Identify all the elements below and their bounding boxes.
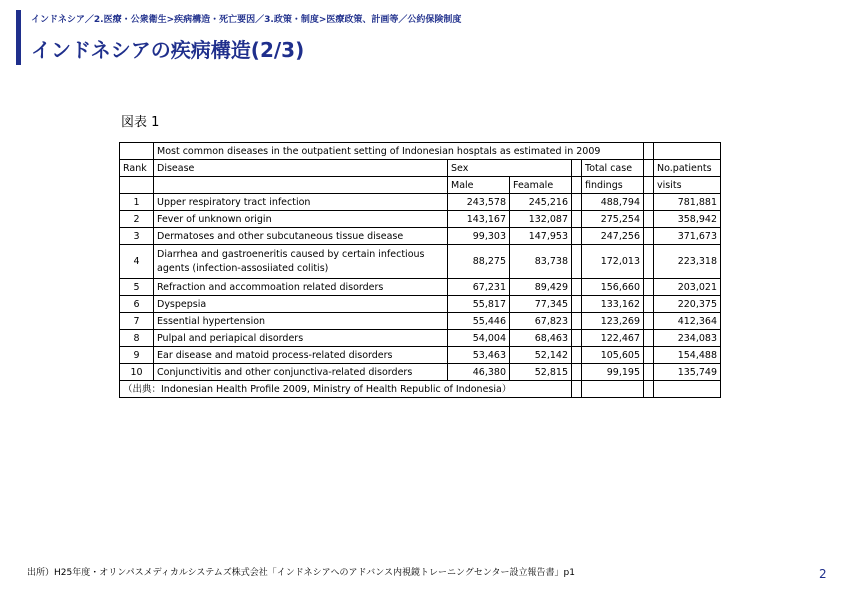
gap-cell [644,160,654,177]
female-cell: 77,345 [510,296,572,313]
gap-cell [644,211,654,228]
rank-cell: 2 [120,211,154,228]
rank-cell: 1 [120,194,154,211]
female-cell: 67,823 [510,313,572,330]
header-sex: Sex [448,160,572,177]
table-row [120,364,721,381]
disease-cell: Dermatoses and other subcutaneous tissue disease [154,228,448,245]
rank-cell: 5 [120,279,154,296]
header-no-patients: No.patients [654,160,721,177]
header-male: Male [448,177,510,194]
gap-cell [572,313,582,330]
disease-cell: Dyspepsia [154,296,448,313]
gap-cell [644,381,654,398]
source-blank-cell [654,381,721,398]
breadcrumb: インドネシア／2.医療・公衆衛生>疾病構造・死亡要因／3.政策・制度>医療政策、計画等／公約保険制度 [31,15,462,25]
disease-cell: Fever of unknown origin [154,211,448,228]
total-cell: 133,162 [582,296,644,313]
gap-cell [644,347,654,364]
gap-cell [644,245,654,279]
gap-cell [572,177,582,194]
male-cell: 46,380 [448,364,510,381]
gap-cell [572,347,582,364]
table-source: （出典：Indonesian Health Profile 2009, Ministry of Health Republic of Indonesia） [120,381,572,398]
visits-cell: 203,021 [654,279,721,296]
disease-cell: Upper respiratory tract infection [154,194,448,211]
caption-blank-cell [120,143,154,160]
disease-cell: Diarrhea and gastroeneritis caused by certain infectious agents (infection-assosiiated colitis) [154,245,448,279]
visits-cell: 371,673 [654,228,721,245]
rank-cell: 3 [120,228,154,245]
gap-cell [572,245,582,279]
gap-cell [644,279,654,296]
rank-cell: 8 [120,330,154,347]
table-caption: Most common diseases in the outpatient setting of Indonesian hosptals as estimated in 2009 [154,143,644,160]
male-cell: 67,231 [448,279,510,296]
male-cell: 99,303 [448,228,510,245]
gap-cell [644,330,654,347]
header-row-1 [120,160,721,177]
disease-cell: Essential hypertension [154,313,448,330]
header-blank [154,177,448,194]
table-row [120,347,721,364]
female-cell: 68,463 [510,330,572,347]
rank-cell: 6 [120,296,154,313]
gap-cell [572,279,582,296]
female-cell: 132,087 [510,211,572,228]
table-row [120,194,721,211]
male-cell: 243,578 [448,194,510,211]
header-disease: Disease [154,160,448,177]
gap-cell [572,211,582,228]
gap-cell [572,160,582,177]
total-cell: 172,013 [582,245,644,279]
total-cell: 247,256 [582,228,644,245]
total-cell: 275,254 [582,211,644,228]
rank-cell: 9 [120,347,154,364]
visits-cell: 220,375 [654,296,721,313]
total-cell: 156,660 [582,279,644,296]
visits-cell: 358,942 [654,211,721,228]
gap-cell [644,364,654,381]
gap-cell [572,364,582,381]
male-cell: 55,817 [448,296,510,313]
visits-cell: 781,881 [654,194,721,211]
female-cell: 89,429 [510,279,572,296]
header-row-2 [120,177,721,194]
gap-cell [572,330,582,347]
gap-cell [644,143,654,160]
disease-table [119,142,721,398]
caption-row [120,143,721,160]
gap-cell [644,177,654,194]
total-cell: 122,467 [582,330,644,347]
total-cell: 123,269 [582,313,644,330]
visits-cell: 154,488 [654,347,721,364]
gap-cell [572,381,582,398]
male-cell: 55,446 [448,313,510,330]
visits-cell: 412,364 [654,313,721,330]
header-female: Feamale [510,177,572,194]
header-blank [120,177,154,194]
figure-label: 図表 1 [121,115,160,130]
page-number: 2 [819,567,827,581]
gap-cell [572,194,582,211]
male-cell: 53,463 [448,347,510,364]
header-visits: visits [654,177,721,194]
female-cell: 245,216 [510,194,572,211]
total-cell: 99,195 [582,364,644,381]
gap-cell [644,228,654,245]
disease-cell: Pulpal and periapical disorders [154,330,448,347]
table-row [120,245,721,279]
visits-cell: 234,083 [654,330,721,347]
table-row [120,228,721,245]
rank-cell: 4 [120,245,154,279]
male-cell: 54,004 [448,330,510,347]
page-title: インドネシアの疾病構造(2/3) [31,38,305,62]
gap-cell [644,194,654,211]
female-cell: 147,953 [510,228,572,245]
male-cell: 143,167 [448,211,510,228]
title-accent-bar [16,10,21,65]
header-total-case: Total case [582,160,644,177]
female-cell: 52,142 [510,347,572,364]
male-cell: 88,275 [448,245,510,279]
table-row [120,211,721,228]
rank-cell: 10 [120,364,154,381]
caption-blank-cell [654,143,721,160]
source-row [120,381,721,398]
gap-cell [644,313,654,330]
rank-cell: 7 [120,313,154,330]
disease-cell: Refraction and accommoation related disorders [154,279,448,296]
disease-cell: Conjunctivitis and other conjunctiva-related disorders [154,364,448,381]
gap-cell [572,228,582,245]
footer-source: 出所）H25年度・オリンパスメディカルシステムズ株式会社「インドネシアへのアドバンス内視鏡トレーニングセンター設立報告書」p1 [27,568,575,578]
table-row [120,279,721,296]
table-row [120,296,721,313]
header-rank: Rank [120,160,154,177]
total-cell: 105,605 [582,347,644,364]
table-row [120,313,721,330]
source-blank-cell [582,381,644,398]
visits-cell: 135,749 [654,364,721,381]
female-cell: 52,815 [510,364,572,381]
total-cell: 488,794 [582,194,644,211]
header-findings: findings [582,177,644,194]
disease-cell: Ear disease and matoid process-related disorders [154,347,448,364]
female-cell: 83,738 [510,245,572,279]
visits-cell: 223,318 [654,245,721,279]
gap-cell [644,296,654,313]
table-row [120,330,721,347]
gap-cell [572,296,582,313]
